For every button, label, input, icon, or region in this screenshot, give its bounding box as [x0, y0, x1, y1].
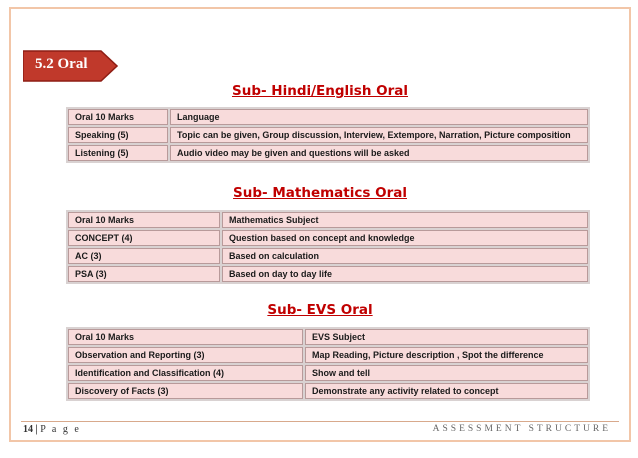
table-row	[68, 365, 588, 381]
footer-document-title: ASSESSMENT STRUCTURE	[432, 424, 611, 434]
footer-page-info	[23, 424, 81, 435]
evs-oral-table	[66, 327, 590, 401]
table-cell: Language	[170, 109, 588, 125]
table-row	[68, 266, 588, 282]
table-cell: CONCEPT (4)	[68, 230, 220, 246]
table-cell: Observation and Reporting (3)	[68, 347, 303, 363]
table-cell: Oral 10 Marks	[68, 329, 303, 345]
table-row	[68, 347, 588, 363]
section-heading-evs: Sub- EVS Oral	[267, 302, 373, 318]
hindi-english-oral-table	[66, 107, 590, 163]
table-row	[68, 329, 588, 345]
document-page	[9, 7, 631, 442]
table-cell: Mathematics Subject	[222, 212, 588, 228]
table-cell: Oral 10 Marks	[68, 212, 220, 228]
footer-page-number: 14	[23, 424, 33, 435]
section-tag-label: 5.2 Oral	[35, 56, 88, 72]
footer-page-label: P a g e	[40, 424, 81, 435]
table-row	[68, 212, 588, 228]
table-cell: Based on calculation	[222, 248, 588, 264]
table-row	[68, 230, 588, 246]
table-cell: Oral 10 Marks	[68, 109, 168, 125]
table-row	[68, 145, 588, 161]
table-cell: Identification and Classification (4)	[68, 365, 303, 381]
table-row	[68, 109, 588, 125]
table-cell: Map Reading, Picture description , Spot the difference	[305, 347, 588, 363]
footer-divider	[21, 421, 619, 422]
table-cell: Listening (5)	[68, 145, 168, 161]
section-tag	[23, 49, 118, 83]
table-row	[68, 248, 588, 264]
section-heading-mathematics: Sub- Mathematics Oral	[233, 185, 407, 201]
table-cell: EVS Subject	[305, 329, 588, 345]
table-row	[68, 383, 588, 399]
table-cell: AC (3)	[68, 248, 220, 264]
table-cell: Discovery of Facts (3)	[68, 383, 303, 399]
table-cell: Topic can be given, Group discussion, Interview, Extempore, Narration, Picture composition	[170, 127, 588, 143]
table-cell: Demonstrate any activity related to concept	[305, 383, 588, 399]
table-cell: Based on day to day life	[222, 266, 588, 282]
section-heading-hindi-english: Sub- Hindi/English Oral	[231, 83, 409, 99]
table-cell: PSA (3)	[68, 266, 220, 282]
table-cell: Speaking (5)	[68, 127, 168, 143]
table-row	[68, 127, 588, 143]
mathematics-oral-table	[66, 210, 590, 284]
table-cell: Audio video may be given and questions will be asked	[170, 145, 588, 161]
footer-separator: |	[35, 424, 38, 435]
table-cell: Question based on concept and knowledge	[222, 230, 588, 246]
table-cell: Show and tell	[305, 365, 588, 381]
